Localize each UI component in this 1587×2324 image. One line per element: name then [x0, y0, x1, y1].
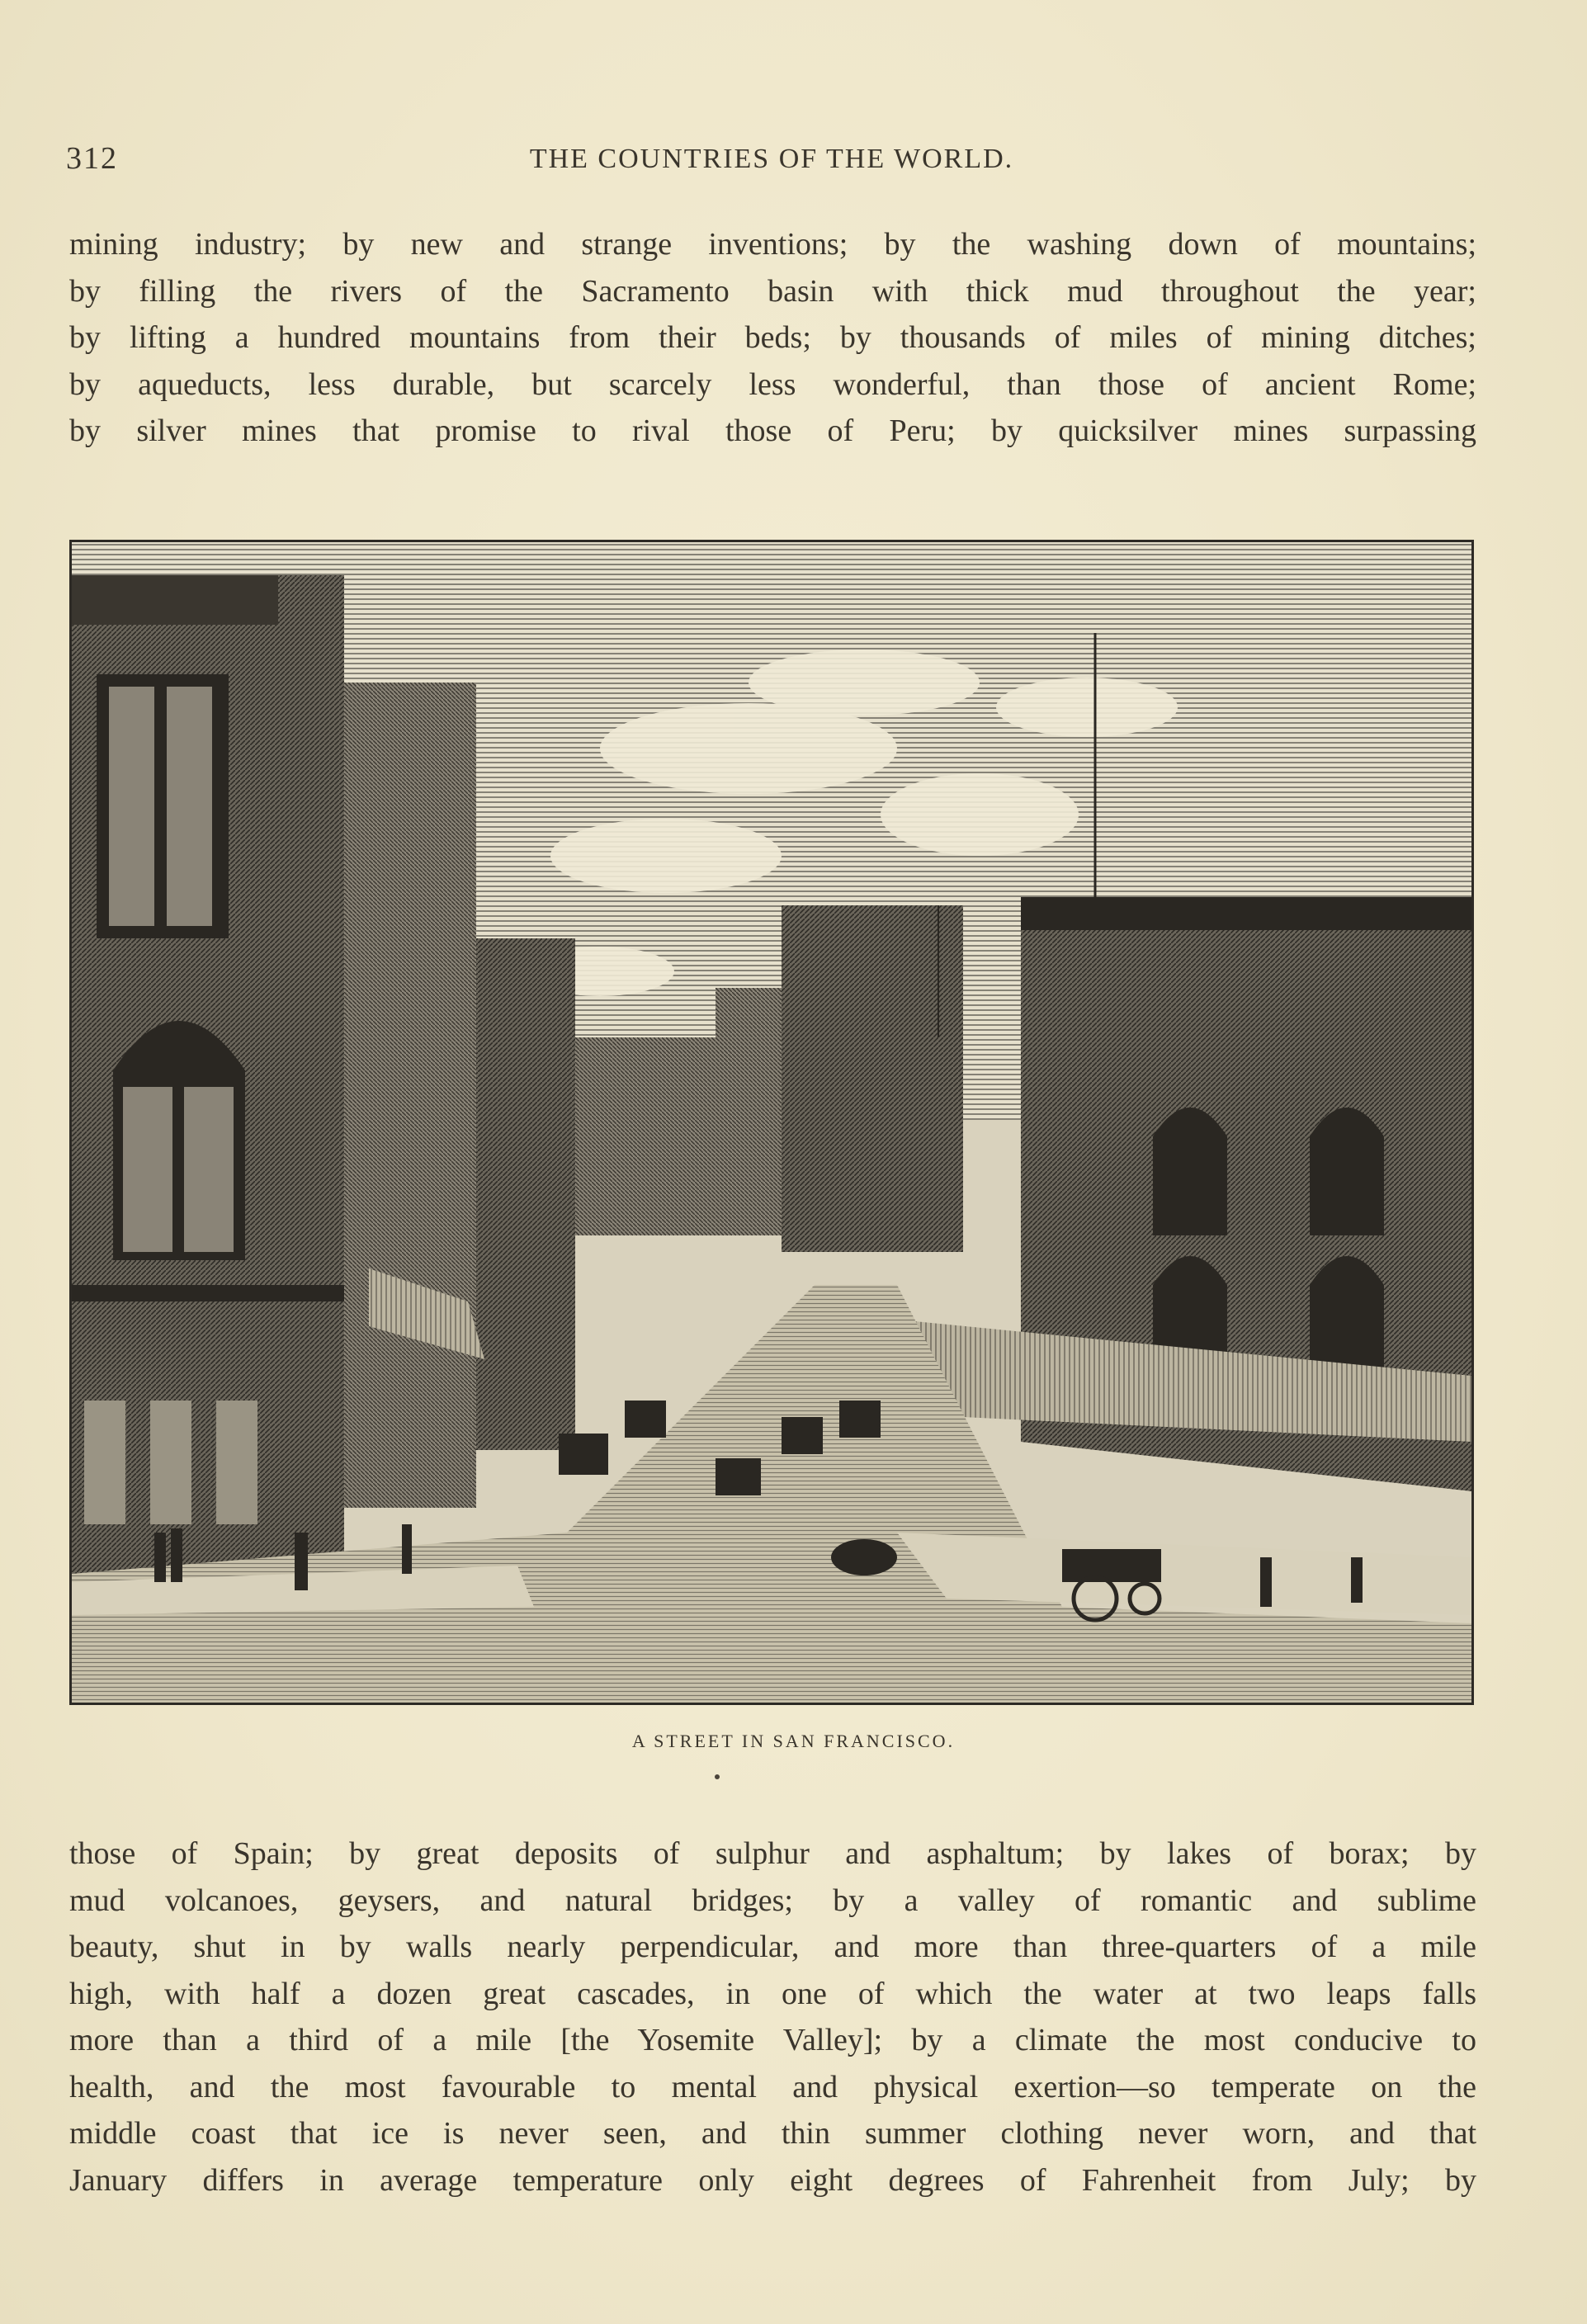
text-line: mining industry; by new and strange inventions; by the washing down of mountains;	[69, 227, 1476, 262]
text-line: those of Spain; by great deposits of sulphur and asphaltum; by lakes of borax; by	[69, 1836, 1476, 1871]
text-line: by silver mines that promise to rival those of Peru; by quicksilver mines surpassing	[69, 413, 1476, 448]
body-text-top	[69, 221, 1476, 455]
text-line: beauty, shut in by walls nearly perpendicular, and more than three-quarters of a mile	[69, 1930, 1476, 1964]
text-line: by lifting a hundred mountains from their beds; by thousands of miles of mining ditches;	[69, 320, 1476, 355]
street-engraving	[72, 542, 1471, 1703]
text-line: mud volcanoes, geysers, and natural bridges; by a valley of romantic and sublime	[69, 1882, 1476, 1918]
text-line: by filling the rivers of the Sacramento basin with thick mud throughout the year;	[69, 273, 1476, 309]
text-line: high, with half a dozen great cascades, in one of which the water at two leaps falls	[69, 1976, 1476, 2011]
text-line: more than a third of a mile [the Yosemite Valley]; by a climate the most conducive to	[69, 2023, 1476, 2057]
text-line: middle coast that ice is never seen, and thin summer clothing never worn, and that	[69, 2116, 1476, 2151]
illustration-caption: A STREET IN SAN FRANCISCO.	[631, 1731, 956, 1751]
text-line: January differs in average temperature only eight degrees of Fahrenheit from July; by	[69, 2162, 1476, 2198]
page-number: 312	[66, 141, 118, 176]
running-head	[66, 140, 1477, 180]
running-title: THE COUNTRIES OF THE WORLD.	[529, 144, 1014, 174]
body-text-bottom	[69, 1830, 1476, 2204]
text-line: by aqueducts, less durable, but scarcely less wonderful, than those of ancient Rome;	[69, 366, 1476, 402]
caption-dot	[715, 1774, 720, 1779]
text-line: health, and the most favourable to mental and physical exertion—so temperate on the	[69, 2069, 1476, 2104]
engraving-illustration	[69, 540, 1474, 1705]
